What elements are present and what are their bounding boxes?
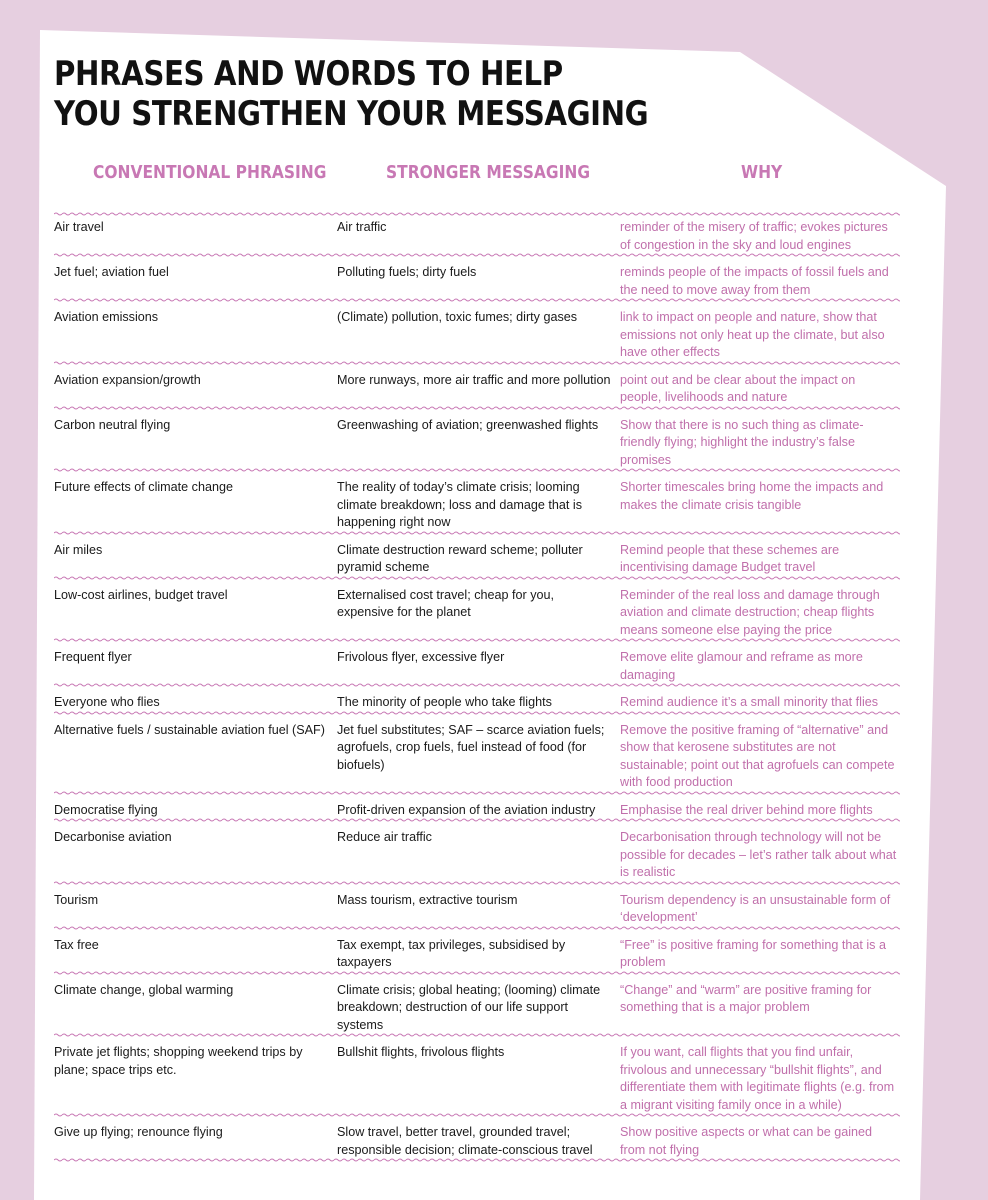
table-row	[54, 642, 900, 687]
stronger-messaging-cell: Mass tourism, extractive tourism	[337, 892, 518, 907]
title-line-1: PHRASES AND WORDS TO HELP	[54, 54, 563, 94]
stronger-messaging-cell: (Climate) pollution, toxic fumes; dirty gases	[337, 310, 578, 324]
conventional-phrasing-cell: Aviation expansion/growth	[54, 372, 201, 387]
conventional-phrasing-cell: Alternative fuels / sustainable aviation fuel (SAF)	[54, 722, 325, 737]
why-cell: Decarbonisation through technology will not be possible for decades – let’s rather talk about what is realistic	[620, 830, 897, 879]
table-row	[54, 715, 900, 795]
table-row	[54, 535, 900, 580]
stronger-messaging-cell: Tax exempt, tax privileges, subsidised by taxpayers	[337, 937, 566, 969]
stronger-messaging-cell: Polluting fuels; dirty fuels	[337, 265, 477, 279]
why-cell: Remove the positive framing of “alternative” and show that kerosene substitutes are not sustainable; point out that agrofuels can compete with food production	[620, 722, 895, 789]
table-row	[54, 1037, 900, 1117]
conventional-phrasing-cell: Jet fuel; aviation fuel	[54, 265, 169, 279]
table-row	[54, 822, 900, 885]
why-cell: Show that there is no such thing as climate-friendly flying; highlight the industry’s false promises	[620, 417, 864, 467]
table-row	[54, 580, 900, 643]
conventional-phrasing-cell: Aviation emissions	[54, 310, 159, 324]
why-cell: Tourism dependency is an unsustainable form of ‘development’	[620, 892, 891, 924]
column-header-why: WHY	[741, 162, 783, 183]
column-headers	[54, 162, 900, 202]
why-cell: Remind audience it’s a small minority that flies	[620, 695, 879, 709]
table-row	[54, 687, 900, 715]
stronger-messaging-cell: Externalised cost travel; cheap for you, expensive for the planet	[337, 587, 555, 619]
document-content	[54, 54, 900, 1157]
conventional-phrasing-cell: Private jet flights; shopping weekend trips by plane; space trips etc.	[54, 1045, 303, 1077]
table-row	[54, 302, 900, 365]
why-cell: link to impact on people and nature, show that emissions not only heat up the climate, but also have other effects	[620, 310, 885, 359]
conventional-phrasing-cell: Air travel	[54, 220, 104, 234]
conventional-phrasing-cell: Climate change, global warming	[54, 982, 234, 997]
table-row	[54, 975, 900, 1038]
conventional-phrasing-cell: Democratise flying	[54, 802, 158, 817]
conventional-phrasing-cell: Tax free	[54, 937, 99, 952]
conventional-phrasing-cell: Carbon neutral flying	[54, 417, 171, 432]
table-row	[54, 212, 900, 257]
stronger-messaging-cell: The minority of people who take flights	[337, 695, 552, 709]
conventional-phrasing-cell: Future effects of climate change	[54, 480, 233, 494]
why-cell: Remove elite glamour and reframe as more damaging	[620, 650, 863, 682]
stronger-messaging-cell: Frivolous flyer, excessive flyer	[337, 650, 505, 664]
why-cell: Reminder of the real loss and damage through aviation and climate destruction; cheap flights means someone else paying the price	[620, 587, 880, 637]
stronger-messaging-cell: More runways, more air traffic and more pollution	[337, 372, 611, 387]
why-cell: point out and be clear about the impact on people, livelihoods and nature	[620, 372, 856, 404]
table-row	[54, 1117, 900, 1162]
stronger-messaging-cell: Greenwashing of aviation; greenwashed flights	[337, 417, 599, 432]
table-row	[54, 472, 900, 535]
table-row	[54, 365, 900, 410]
conventional-phrasing-cell: Tourism	[54, 892, 99, 907]
table-row	[54, 930, 900, 975]
table-row	[54, 885, 900, 930]
conventional-phrasing-cell: Low-cost airlines, budget travel	[54, 587, 228, 602]
conventional-phrasing-cell: Everyone who flies	[54, 695, 160, 709]
stronger-messaging-cell: Jet fuel substitutes; SAF – scarce aviation fuels; agrofuels, crop fuels, fuel instead of food (for biofuels)	[337, 722, 605, 772]
title-line-2: YOU STRENGTHEN YOUR MESSAGING	[54, 94, 649, 134]
conventional-phrasing-cell: Give up flying; renounce flying	[54, 1125, 223, 1139]
stronger-messaging-cell: Air traffic	[337, 220, 387, 234]
table-row	[54, 257, 900, 302]
stronger-messaging-cell: Climate destruction reward scheme; polluter pyramid scheme	[337, 542, 583, 574]
table-row	[54, 410, 900, 473]
conventional-phrasing-cell: Air miles	[54, 542, 103, 557]
stronger-messaging-cell: The reality of today’s climate crisis; looming climate breakdown; loss and damage that is happening right now	[337, 480, 583, 529]
why-cell: “Change” and “warm” are positive framing for something that is a major problem	[620, 982, 872, 1014]
stronger-messaging-cell: Slow travel, better travel, grounded travel; responsible decision; climate-conscious travel	[337, 1125, 593, 1157]
column-header-conventional: CONVENTIONAL PHRASING	[93, 162, 327, 183]
why-cell: Remind people that these schemes are incentivising damage Budget travel	[620, 542, 840, 574]
conventional-phrasing-cell: Decarbonise aviation	[54, 830, 172, 844]
why-cell: “Free” is positive framing for something that is a problem	[620, 937, 886, 969]
column-header-stronger: STRONGER MESSAGING	[386, 162, 591, 183]
why-cell: reminds people of the impacts of fossil fuels and the need to move away from them	[620, 265, 889, 297]
why-cell: Emphasise the real driver behind more flights	[620, 802, 873, 817]
why-cell: reminder of the misery of traffic; evokes pictures of congestion in the sky and loud engines	[620, 220, 888, 252]
stronger-messaging-cell: Bullshit flights, frivolous flights	[337, 1045, 505, 1059]
why-cell: Show positive aspects or what can be gained from not flying	[620, 1125, 873, 1157]
conventional-phrasing-cell: Frequent flyer	[54, 650, 132, 664]
stronger-messaging-cell: Reduce air traffic	[337, 830, 432, 844]
stronger-messaging-cell: Profit-driven expansion of the aviation industry	[337, 802, 596, 817]
why-cell: If you want, call flights that you find unfair, frivolous and unnecessary “bullshit flights”, and differentiate them with legitimate flights (e.g. from a migrant visiting family once in a while)	[620, 1045, 895, 1112]
stronger-messaging-cell: Climate crisis; global heating; (looming) climate breakdown; destruction of our life support systems	[337, 982, 601, 1032]
table-row	[54, 795, 900, 823]
phrases-table	[54, 212, 900, 1162]
page-title	[54, 54, 782, 134]
why-cell: Shorter timescales bring home the impacts and makes the climate crisis tangible	[620, 480, 884, 512]
